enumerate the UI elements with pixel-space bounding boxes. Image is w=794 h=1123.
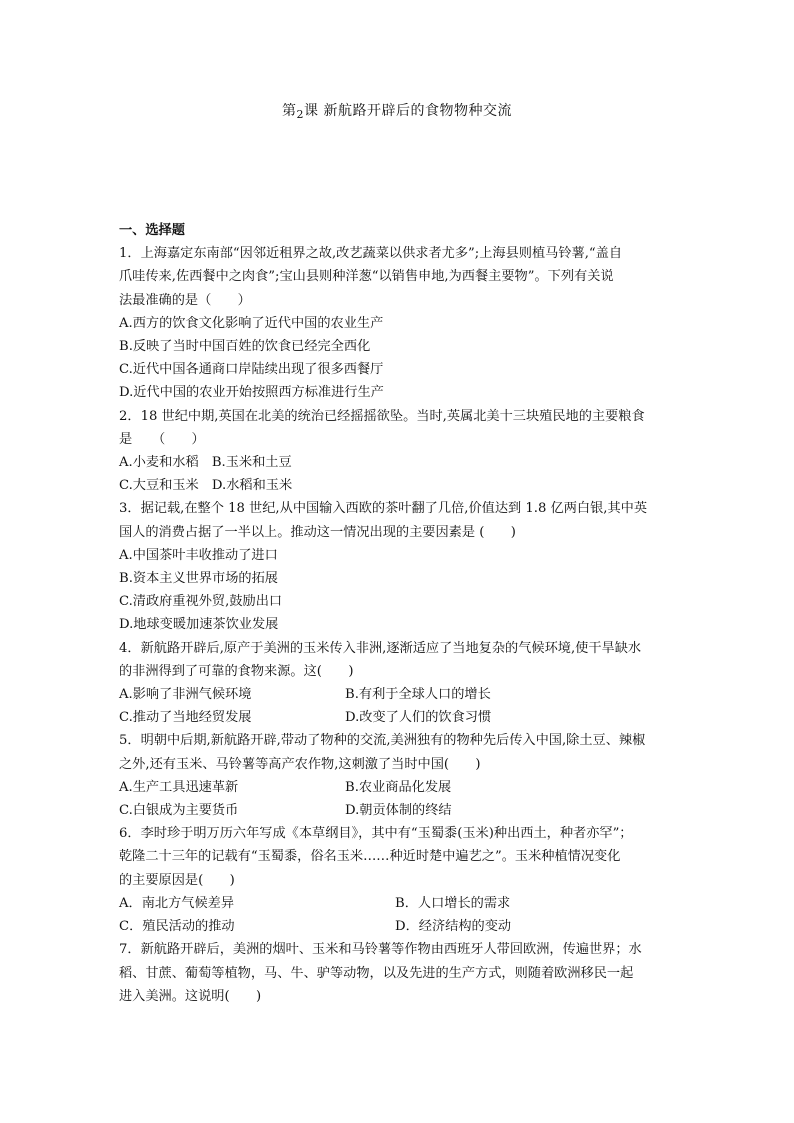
question-content [119, 219, 679, 1008]
question-1-option-c[interactable]: C.近代中国各通商口岸陆续出现了很多西餐厅 [119, 362, 384, 378]
question-2-options-cd[interactable]: C.大豆和玉米 D.水稻和玉米 [119, 478, 293, 494]
question-5-line-2: 之外,还有玉米、马铃薯等高产农作物,这刺激了当时中国( ) [119, 756, 481, 772]
question-2-line-1: 2．18 世纪中期,英国在北美的统治已经摇摇欲坠。当时,英属北美十三块殖民地的主要粮食 [119, 408, 645, 424]
question-5-option-d[interactable]: D.朝贡体制的终结 [345, 803, 452, 819]
question-1-line-1: 1．上海嘉定东南部“因邻近租界之故,改艺蔬菜以供求者尤多”;上海县则植马铃薯,“盖自 [119, 246, 623, 262]
section-heading: 一、选择题 [119, 223, 185, 238]
question-3-line-2: 国人的消费占据了一半以上。推动这一情况出现的主要因素是 ( ) [119, 524, 516, 540]
question-2-line-2: 是 （ ） [119, 431, 205, 447]
question-5-option-a[interactable]: A.生产工具迅速革新 [119, 779, 239, 795]
question-4-line-1: 4．新航路开辟后,原产于美洲的玉米传入非洲,逐渐适应了当地复杂的气候环境,使干旱缺水 [119, 640, 642, 656]
question-6-options-row-1 [119, 892, 679, 915]
question-1-option-a[interactable]: A.西方的饮食文化影响了近代中国的农业生产 [119, 315, 384, 331]
question-2 [119, 405, 679, 498]
question-5-line-1: 5．明朝中后期,新航路开辟,带动了物种的交流,美洲独有的物种先后传入中国,除土豆、辣椒 [119, 733, 646, 749]
question-7-line-2: 稻、甘蔗、葡萄等植物，马、牛、驴等动物，以及先进的生产方式，则随着欧洲移民一起 [119, 965, 634, 981]
title-text: 课 新航路开辟后的食物物种交流 [304, 103, 512, 119]
question-4 [119, 637, 679, 730]
question-5-option-b[interactable]: B.农业商品化发展 [345, 779, 452, 795]
question-4-option-a[interactable]: A.影响了非洲气候环境 [119, 687, 252, 703]
question-3-option-a[interactable]: A.中国茶叶丰收推动了进口 [119, 547, 278, 563]
title-prefix: 第 [282, 103, 297, 119]
question-7-line-1: 7．新航路开辟后，美洲的烟叶、玉米和马铃薯等作物由西班牙人带回欧洲，传遍世界；水 [119, 942, 642, 958]
question-1-option-b[interactable]: B.反映了当时中国百姓的饮食已经完全西化 [119, 339, 371, 355]
question-3-line-1: 3．据记载,在整个 18 世纪,从中国输入西欧的茶叶翻了几倍,价值达到 1.8 亿两白银,其中英 [119, 501, 648, 517]
question-7-line-3: 进入美洲。这说明( ) [119, 988, 262, 1004]
question-4-option-c[interactable]: C.推动了当地经贸发展 [119, 710, 252, 726]
question-6-line-3: 的主要原因是( ) [119, 872, 235, 888]
question-1 [119, 242, 679, 404]
question-5-options-row-2 [119, 799, 679, 822]
question-4-line-2: 的非洲得到了可靠的食物来源。这( ) [119, 663, 354, 679]
question-6-option-c[interactable]: C．殖民活动的推动 [119, 919, 235, 935]
question-6-line-1: 6．李时珍于明万历六年写成《本草纲目》，其中有“玉蜀黍(玉米)种出西土，种者亦罕”； [119, 826, 633, 842]
question-3-option-b[interactable]: B.资本主义世界市场的拓展 [119, 571, 278, 587]
question-6-option-a[interactable]: A．南北方气候差异 [119, 895, 235, 911]
question-5-option-c[interactable]: C.白银成为主要货币 [119, 803, 239, 819]
question-6-options-row-2 [119, 915, 679, 938]
question-6-option-b[interactable]: B．人口增长的需求 [395, 895, 511, 911]
question-1-line-3: 法最准确的是（ ） [119, 292, 251, 308]
question-7 [119, 938, 679, 1008]
question-5-options-row-1 [119, 776, 679, 799]
question-4-options-row-1 [119, 683, 679, 706]
question-5 [119, 729, 679, 822]
question-3-option-d[interactable]: D.地球变暖加速茶饮业发展 [119, 617, 279, 633]
question-1-option-d[interactable]: D.近代中国的农业开始按照西方标准进行生产 [119, 385, 384, 401]
question-1-line-2: 爪哇传来,佐西餐中之肉食”;宝山县则种洋葱“以销售申地,为西餐主要物”。下列有关说 [119, 269, 614, 285]
question-6-line-2: 乾隆二十三年的记载有“玉蜀黍，俗名玉米……种近时楚中遍艺之”。玉米种植情况变化 [119, 849, 621, 865]
question-4-options-row-2 [119, 706, 679, 729]
question-3 [119, 497, 679, 636]
title-number: 2 [296, 108, 305, 121]
page-title [0, 100, 794, 121]
question-4-option-d[interactable]: D.改变了人们的饮食习惯 [345, 710, 492, 726]
question-3-option-c[interactable]: C.清政府重视外贸,鼓励出口 [119, 594, 283, 610]
question-4-option-b[interactable]: B.有利于全球人口的增长 [345, 687, 491, 703]
question-2-options-ab[interactable]: A.小麦和水稻 B.玉米和土豆 [119, 455, 292, 471]
question-6-option-d[interactable]: D．经济结构的变动 [395, 919, 512, 935]
question-6 [119, 822, 679, 938]
